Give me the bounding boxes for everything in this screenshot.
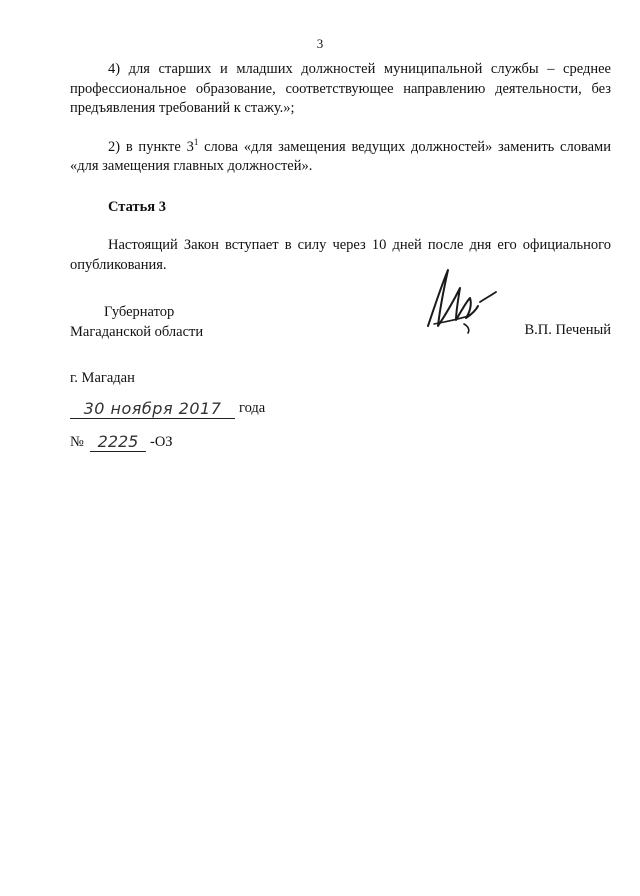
- document-body: [70, 60, 611, 275]
- signer-title-line2: Магаданской области: [70, 324, 204, 340]
- signer-title: [70, 302, 203, 342]
- handwritten-law-number: 2225: [90, 432, 146, 452]
- handwritten-signature: [420, 264, 500, 334]
- signer-name: В.П. Печеный: [524, 322, 611, 338]
- article-heading: Статья 3: [108, 198, 166, 215]
- item-2-text-end: слова «для замещения ведущих должностей» заменить словами «для замещения главных должностей».: [70, 138, 611, 174]
- page-number: 3: [316, 36, 324, 51]
- law-number-suffix: -ОЗ: [150, 434, 173, 450]
- number-sign: №: [70, 434, 84, 450]
- item-4-paragraph: 4) для старших и младших должностей муниципальной службы – среднее профессиональное образование, соответствующее направлению деятельности, без предъявления требований к стажу.»;: [70, 61, 611, 116]
- date-line: [70, 399, 290, 423]
- place-of-signing: г. Магадан: [70, 370, 135, 386]
- handwritten-date: 30 ноября 2017: [70, 399, 235, 419]
- item-2-paragraph: [70, 138, 611, 177]
- item-2-superscript: 1: [193, 136, 199, 147]
- law-number-line: [70, 432, 230, 456]
- date-suffix: года: [239, 400, 266, 416]
- signer-title-line1: Губернатор: [104, 304, 175, 320]
- item-2-text-start: 2) в пункте 3: [108, 138, 194, 155]
- article-text: Настоящий Закон вступает в силу через 10 дней после дня его официального опубликования.: [70, 237, 611, 273]
